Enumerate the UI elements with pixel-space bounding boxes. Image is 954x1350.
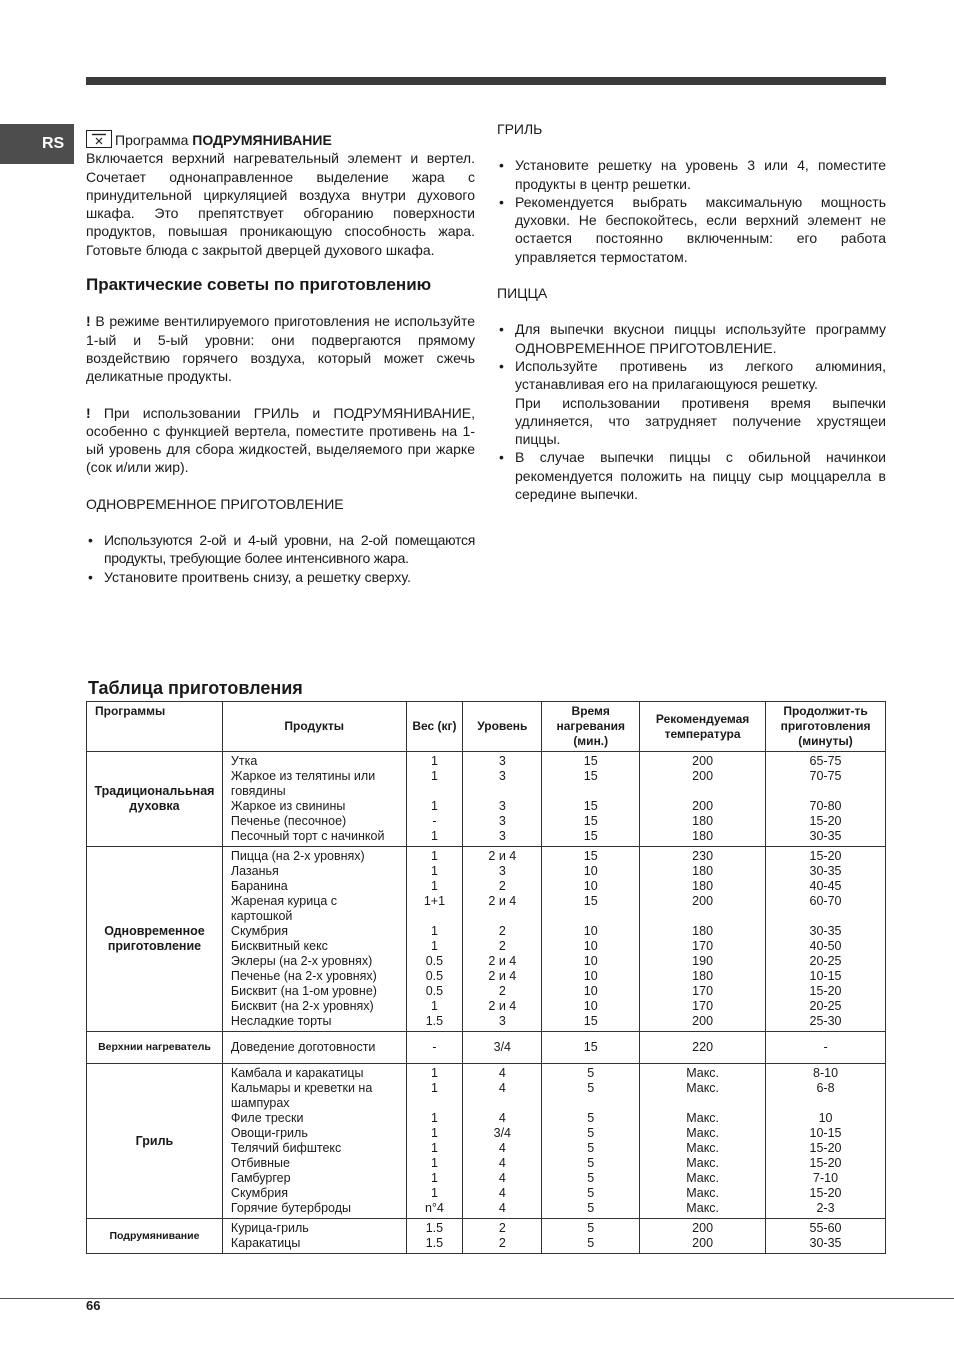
- language-tab: RS: [0, 124, 74, 164]
- cell-line: 1: [430, 769, 438, 783]
- cell-line: Макс.: [686, 1111, 720, 1125]
- cell-line: 6-8: [816, 1081, 835, 1095]
- tips-heading: Практические советы по приготовлению: [86, 275, 432, 295]
- cell-line: 1: [430, 939, 438, 953]
- cell-line: 8-10: [813, 1066, 839, 1080]
- cell-line: 1+1: [423, 894, 446, 908]
- list-item: • Установите проитвень снизу, а решетку сверху.: [86, 568, 475, 586]
- cell-line: 2: [498, 879, 506, 893]
- cell-line: 20-25: [809, 954, 842, 968]
- preheat-cell: [542, 752, 640, 847]
- cell-line: [463, 1096, 541, 1111]
- cell-line: 70-80: [809, 799, 842, 813]
- duration-cell: [766, 1219, 886, 1254]
- cell-line: 200: [692, 769, 714, 783]
- level-cell: [463, 1219, 542, 1254]
- cell-line: 4: [498, 1066, 506, 1080]
- cell-line: 3: [498, 754, 506, 768]
- cell-line: [640, 784, 765, 799]
- cell-line: 2 и 4: [488, 954, 517, 968]
- cell-line: 30-35: [809, 924, 842, 938]
- cell-line: 15: [583, 829, 598, 843]
- preheat-cell: [542, 1219, 640, 1254]
- table-row: [87, 847, 886, 1032]
- cell-line: 3: [498, 769, 506, 783]
- cell-line: Скумбрия: [230, 924, 288, 938]
- cell-line: [407, 909, 463, 924]
- cell-line: 1.5: [425, 1221, 444, 1235]
- product-cell: [222, 1032, 406, 1064]
- cell-line: 180: [692, 969, 714, 983]
- cell-line: 1: [430, 1081, 438, 1095]
- cell-line: 2 и 4: [488, 894, 517, 908]
- cell-line: 15-20: [809, 1141, 842, 1155]
- browning-prefix: Программа: [115, 132, 193, 148]
- cell-line: 4: [498, 1171, 506, 1185]
- cell-line: 40-45: [809, 879, 842, 893]
- temp-cell: [640, 752, 766, 847]
- cell-line: [640, 1096, 765, 1111]
- cell-line: Жаркое из свинины: [230, 799, 346, 813]
- table-row: [87, 752, 886, 847]
- cell-line: Бисквитный кекс: [230, 939, 328, 953]
- cell-line: 15: [583, 849, 598, 863]
- cell-line: Печенье (на 2-х уровнях): [230, 969, 377, 983]
- cell-line: 30-35: [809, 829, 842, 843]
- cell-line: Макс.: [686, 1081, 720, 1095]
- cell-line: Пицца (на 2-х уровнях): [230, 849, 365, 863]
- cell-line: 1: [430, 849, 438, 863]
- cell-line: 0.5: [425, 969, 444, 983]
- cell-line: 230: [692, 849, 714, 863]
- cell-line: 15: [583, 769, 598, 783]
- cell-line: Эклеры (на 2-х уровнях): [230, 954, 373, 968]
- cell-line: Телячий бифштекс: [230, 1141, 342, 1155]
- duration-cell: [766, 1032, 886, 1064]
- cell-line: 2: [498, 924, 506, 938]
- cell-line: 2-3: [816, 1201, 835, 1215]
- cell-line: 3: [498, 864, 506, 878]
- cell-line: Каракатицы: [230, 1236, 301, 1250]
- cell-line: 15: [583, 894, 598, 908]
- cell-line: 3/4: [493, 1126, 512, 1140]
- level-cell: [463, 847, 542, 1032]
- browning-intro: [86, 130, 475, 149]
- cell-line: 3: [498, 799, 506, 813]
- level-cell: [463, 1032, 542, 1064]
- cooking-table: [86, 701, 886, 1254]
- cell-line: 1: [430, 1111, 438, 1125]
- cell-line: Доведение доготовности: [230, 1040, 376, 1054]
- cell-line: Кальмары и креветки на: [230, 1081, 373, 1095]
- cell-line: 5: [587, 1081, 595, 1095]
- cell-line: 1: [430, 1066, 438, 1080]
- product-cell: [222, 1219, 406, 1254]
- col-header-weight: Вес (кг): [406, 702, 463, 752]
- cell-line: 5: [587, 1066, 595, 1080]
- table-row: [87, 1032, 886, 1064]
- cell-line: 3: [498, 829, 506, 843]
- cell-line: 170: [692, 984, 714, 998]
- cell-line: 10: [583, 969, 598, 983]
- cell-line: Жареная курица с: [230, 894, 338, 908]
- grill-list: [497, 156, 886, 266]
- col-header-duration: Продолжит-ть приготовления (минуты): [766, 702, 886, 752]
- program-cell: Одновременное приготовление: [87, 847, 223, 1032]
- program-cell: Традициональьная духовка: [87, 752, 223, 847]
- page-number: 66: [86, 1298, 101, 1313]
- cell-line: 10: [583, 879, 598, 893]
- table-row: [87, 1064, 886, 1219]
- duration-cell: [766, 752, 886, 847]
- cell-line: Печенье (песочное): [230, 814, 347, 828]
- cell-line: 200: [692, 1236, 714, 1250]
- cell-line: 65-75: [809, 754, 842, 768]
- warning-icon: !: [86, 313, 91, 330]
- cell-line: 15-20: [809, 984, 842, 998]
- product-cell: [222, 1064, 406, 1219]
- cell-line: 5: [587, 1126, 595, 1140]
- list-item: • Используйте противень из легкого алюминия, устанавливая его на прилагающуюся решетку. При использовании противеня время выпечки удлиняется, что затрудняет получение хрустящеи пиццы.: [497, 357, 886, 448]
- list-item: • Рекомендуется выбрать максимальную мощность духовки. Не беспокойтесь, если верхний элемент не остается постоянно включенным: его работа управляется термостатом.: [497, 193, 886, 266]
- list-item: • Используются 2-ой и 4-ый уровни, на 2-ой помещаются продукты, требующие более интенсивного жара.: [86, 531, 475, 568]
- cell-line: 15-20: [809, 814, 842, 828]
- cell-line: 10: [583, 939, 598, 953]
- cell-line: 1: [430, 1171, 438, 1185]
- cell-line: 2: [498, 984, 506, 998]
- cell-line: Скумбрия: [230, 1186, 288, 1200]
- cell-line: 1: [430, 879, 438, 893]
- cell-line: -: [823, 1040, 828, 1054]
- top-rule: [86, 77, 886, 85]
- warning-icon: !: [86, 404, 91, 421]
- cell-line: Макс.: [686, 1126, 720, 1140]
- cell-line: 2: [498, 1236, 506, 1250]
- col-header-programs: Программы: [87, 702, 223, 752]
- cell-line: 10: [583, 954, 598, 968]
- cell-line: Баранина: [230, 879, 288, 893]
- cell-line: говядины: [230, 784, 286, 798]
- cell-line: 15: [583, 814, 598, 828]
- cell-line: 5: [587, 1186, 595, 1200]
- cell-line: [640, 909, 765, 924]
- program-cell: Верхнии нагреватель: [87, 1032, 223, 1064]
- cell-line: Утка: [230, 754, 258, 768]
- pizza-list: [497, 320, 886, 503]
- cell-line: Горячие бутерброды: [230, 1201, 351, 1215]
- cell-line: Несладкие торты: [230, 1014, 332, 1028]
- cell-line: 1: [430, 924, 438, 938]
- browning-name: ПОДРУМЯНИВАНИЕ: [192, 132, 332, 148]
- cell-line: 180: [692, 879, 714, 893]
- weight-cell: [406, 847, 463, 1032]
- temp-cell: [640, 1219, 766, 1254]
- preheat-cell: [542, 1032, 640, 1064]
- cell-line: Макс.: [686, 1201, 720, 1215]
- cell-line: 1: [430, 1186, 438, 1200]
- cell-line: 10: [583, 999, 598, 1013]
- list-item: • Для выпечки вкуснои пиццы используйте программу ОДНОВРЕМЕННОЕ ПРИГОТОВЛЕНИЕ.: [497, 320, 886, 357]
- cell-line: 15-20: [809, 1156, 842, 1170]
- footer-rule: [0, 1298, 954, 1299]
- cell-line: [542, 1096, 639, 1111]
- cell-line: -: [432, 814, 437, 828]
- cell-line: 200: [692, 894, 714, 908]
- browning-text: Включается верхний нагревательный элемент и вертел. Сочетает однонаправленное выделение жара с принудительной циркуляцией воздуха внутри духового шкафа. Это препятствует обгоранию поверхности продуктов, повышая проникающую способность жара. Готовьте блюда с закрытой дверцей духового шкафа.: [86, 150, 475, 258]
- cell-line: 15: [583, 754, 598, 768]
- cell-line: 4: [498, 1111, 506, 1125]
- cell-line: 15-20: [809, 1186, 842, 1200]
- cell-line: 3/4: [493, 1040, 512, 1054]
- cell-line: 2: [498, 1221, 506, 1235]
- cell-line: Макс.: [686, 1066, 720, 1080]
- cell-line: Гамбургер: [230, 1171, 291, 1185]
- cell-line: Бисквит (на 1-ом уровне): [230, 984, 377, 998]
- program-cell: Гриль: [87, 1064, 223, 1219]
- cell-line: n°4: [424, 1201, 444, 1215]
- cell-line: 60-70: [809, 894, 842, 908]
- cell-line: 3: [498, 814, 506, 828]
- cell-line: 3: [498, 1014, 506, 1028]
- temp-cell: [640, 1032, 766, 1064]
- cell-line: [766, 909, 885, 924]
- cell-line: 10: [583, 864, 598, 878]
- pizza-heading: ПИЦЦА: [497, 285, 548, 302]
- cell-line: 5: [587, 1221, 595, 1235]
- cell-line: [542, 784, 639, 799]
- cell-line: 4: [498, 1186, 506, 1200]
- cell-line: 1: [430, 829, 438, 843]
- duration-cell: [766, 1064, 886, 1219]
- weight-cell: [406, 1064, 463, 1219]
- product-cell: [222, 752, 406, 847]
- table-header-row: [87, 702, 886, 752]
- cell-line: 10-15: [809, 969, 842, 983]
- cell-line: 0.5: [425, 954, 444, 968]
- cell-line: 15: [583, 799, 598, 813]
- cell-line: -: [432, 1040, 437, 1054]
- cell-line: 5: [587, 1201, 595, 1215]
- warning-2: ! При использовании ГРИЛЬ и ПОДРУМЯНИВАНИЕ, особенно с функцией вертела, поместите противень на 1-ый уровень для сбора жидкостей, выделяемого при жарке (сок и/или жир).: [86, 404, 475, 476]
- cell-line: 0.5: [425, 984, 444, 998]
- cell-line: 15: [583, 1014, 598, 1028]
- cell-line: 15: [583, 1040, 598, 1054]
- table-row: [87, 1219, 886, 1254]
- cell-line: Камбала и каракатицы: [230, 1066, 364, 1080]
- cell-line: картошкой: [230, 909, 293, 923]
- cell-line: Бисквит (на 2-х уровнях): [230, 999, 374, 1013]
- cell-line: 4: [498, 1141, 506, 1155]
- cell-line: 4: [498, 1201, 506, 1215]
- cell-line: 200: [692, 1014, 714, 1028]
- cell-line: [463, 784, 541, 799]
- cell-line: Макс.: [686, 1141, 720, 1155]
- cell-line: 5: [587, 1156, 595, 1170]
- cell-line: 180: [692, 829, 714, 843]
- cell-line: Макс.: [686, 1186, 720, 1200]
- cell-line: [766, 1096, 885, 1111]
- cell-line: 4: [498, 1081, 506, 1095]
- multi-list: [86, 531, 475, 586]
- cell-line: 220: [692, 1040, 714, 1054]
- list-item: • В случае выпечки пиццы с обильной начинкои рекомендуется положить на пиццу сыр моццарелла в середине выпечки.: [497, 448, 886, 503]
- cell-line: 5: [587, 1171, 595, 1185]
- cell-line: 1: [430, 999, 438, 1013]
- cell-line: 1: [430, 754, 438, 768]
- cell-line: 40-50: [809, 939, 842, 953]
- warning-1: ! В режиме вентилируемого приготовления не используйте 1-ый и 5-ый уровни: они подвергаются прямому воздействию горячего воздуха, который может сжечь деликатные продукты.: [86, 313, 475, 385]
- cell-line: 180: [692, 924, 714, 938]
- product-cell: [222, 847, 406, 1032]
- cell-line: 2 и 4: [488, 969, 517, 983]
- col-header-preheat: Время нагревания (мин.): [542, 702, 640, 752]
- cell-line: Макс.: [686, 1156, 720, 1170]
- cell-line: 10: [583, 984, 598, 998]
- list-item-extra: При использовании противеня время выпечки удлиняется, что затрудняет получение хрустящеи пиццы.: [515, 394, 886, 448]
- cell-line: 180: [692, 814, 714, 828]
- cell-line: Филе трески: [230, 1111, 304, 1125]
- cell-line: 25-30: [809, 1014, 842, 1028]
- cell-line: 180: [692, 864, 714, 878]
- cell-line: [463, 909, 541, 924]
- duration-cell: [766, 847, 886, 1032]
- cell-line: 30-35: [809, 1236, 842, 1250]
- multi-heading: ОДНОВРЕМЕННОЕ ПРИГОТОВЛЕНИЕ: [86, 495, 344, 512]
- cell-line: шампурах: [230, 1096, 290, 1110]
- cell-line: [766, 784, 885, 799]
- cell-line: 2 и 4: [488, 999, 517, 1013]
- cell-line: 1.5: [425, 1014, 444, 1028]
- cell-line: 15-20: [809, 849, 842, 863]
- cell-line: 7-10: [813, 1171, 839, 1185]
- cell-line: 4: [498, 1156, 506, 1170]
- cell-line: 1.5: [425, 1236, 444, 1250]
- list-item: • Установите решетку на уровень 3 или 4, поместите продукты в центр решетки.: [497, 156, 886, 193]
- cell-line: Отбивные: [230, 1156, 290, 1170]
- cell-line: 10: [818, 1111, 833, 1125]
- cell-line: 1: [430, 1156, 438, 1170]
- preheat-cell: [542, 1064, 640, 1219]
- cell-line: 10: [583, 924, 598, 938]
- col-header-products: Продукты: [222, 702, 406, 752]
- cell-line: Жаркое из телятины или: [230, 769, 376, 783]
- temp-cell: [640, 1064, 766, 1219]
- cell-line: [407, 784, 463, 799]
- cell-line: [542, 909, 639, 924]
- weight-cell: [406, 1032, 463, 1064]
- cell-line: 200: [692, 1221, 714, 1235]
- cell-line: 1: [430, 1141, 438, 1155]
- cell-line: Песочный торт с начинкой: [230, 829, 385, 843]
- cell-line: 190: [692, 954, 714, 968]
- level-cell: [463, 752, 542, 847]
- cell-line: 170: [692, 939, 714, 953]
- cell-line: 2: [498, 939, 506, 953]
- cell-line: Макс.: [686, 1171, 720, 1185]
- weight-cell: [406, 752, 463, 847]
- cell-line: 5: [587, 1141, 595, 1155]
- cell-line: 1: [430, 799, 438, 813]
- right-column: [497, 120, 886, 503]
- col-header-level: Уровень: [463, 702, 542, 752]
- grill-heading: ГРИЛЬ: [497, 121, 543, 137]
- left-column: [86, 130, 475, 586]
- preheat-cell: [542, 847, 640, 1032]
- cell-line: Курица-гриль: [230, 1221, 309, 1235]
- cell-line: 200: [692, 754, 714, 768]
- cell-line: 20-25: [809, 999, 842, 1013]
- cell-line: 1: [430, 1126, 438, 1140]
- cell-line: Овощи-гриль: [230, 1126, 308, 1140]
- cell-line: 200: [692, 799, 714, 813]
- browning-icon: [86, 130, 112, 148]
- cell-line: 55-60: [809, 1221, 842, 1235]
- cell-line: [407, 1096, 463, 1111]
- weight-cell: [406, 1219, 463, 1254]
- cell-line: 10-15: [809, 1126, 842, 1140]
- level-cell: [463, 1064, 542, 1219]
- temp-cell: [640, 847, 766, 1032]
- cell-line: 5: [587, 1111, 595, 1125]
- cell-line: 2 и 4: [488, 849, 517, 863]
- cell-line: 70-75: [809, 769, 842, 783]
- cell-line: 1: [430, 864, 438, 878]
- table-title: Таблица приготовления: [88, 678, 303, 698]
- cell-line: 170: [692, 999, 714, 1013]
- cell-line: Лазанья: [230, 864, 279, 878]
- col-header-temp: Рекомендуемая температура: [640, 702, 766, 752]
- cell-line: 30-35: [809, 864, 842, 878]
- program-cell: Подрумянивание: [87, 1219, 223, 1254]
- cell-line: 5: [587, 1236, 595, 1250]
